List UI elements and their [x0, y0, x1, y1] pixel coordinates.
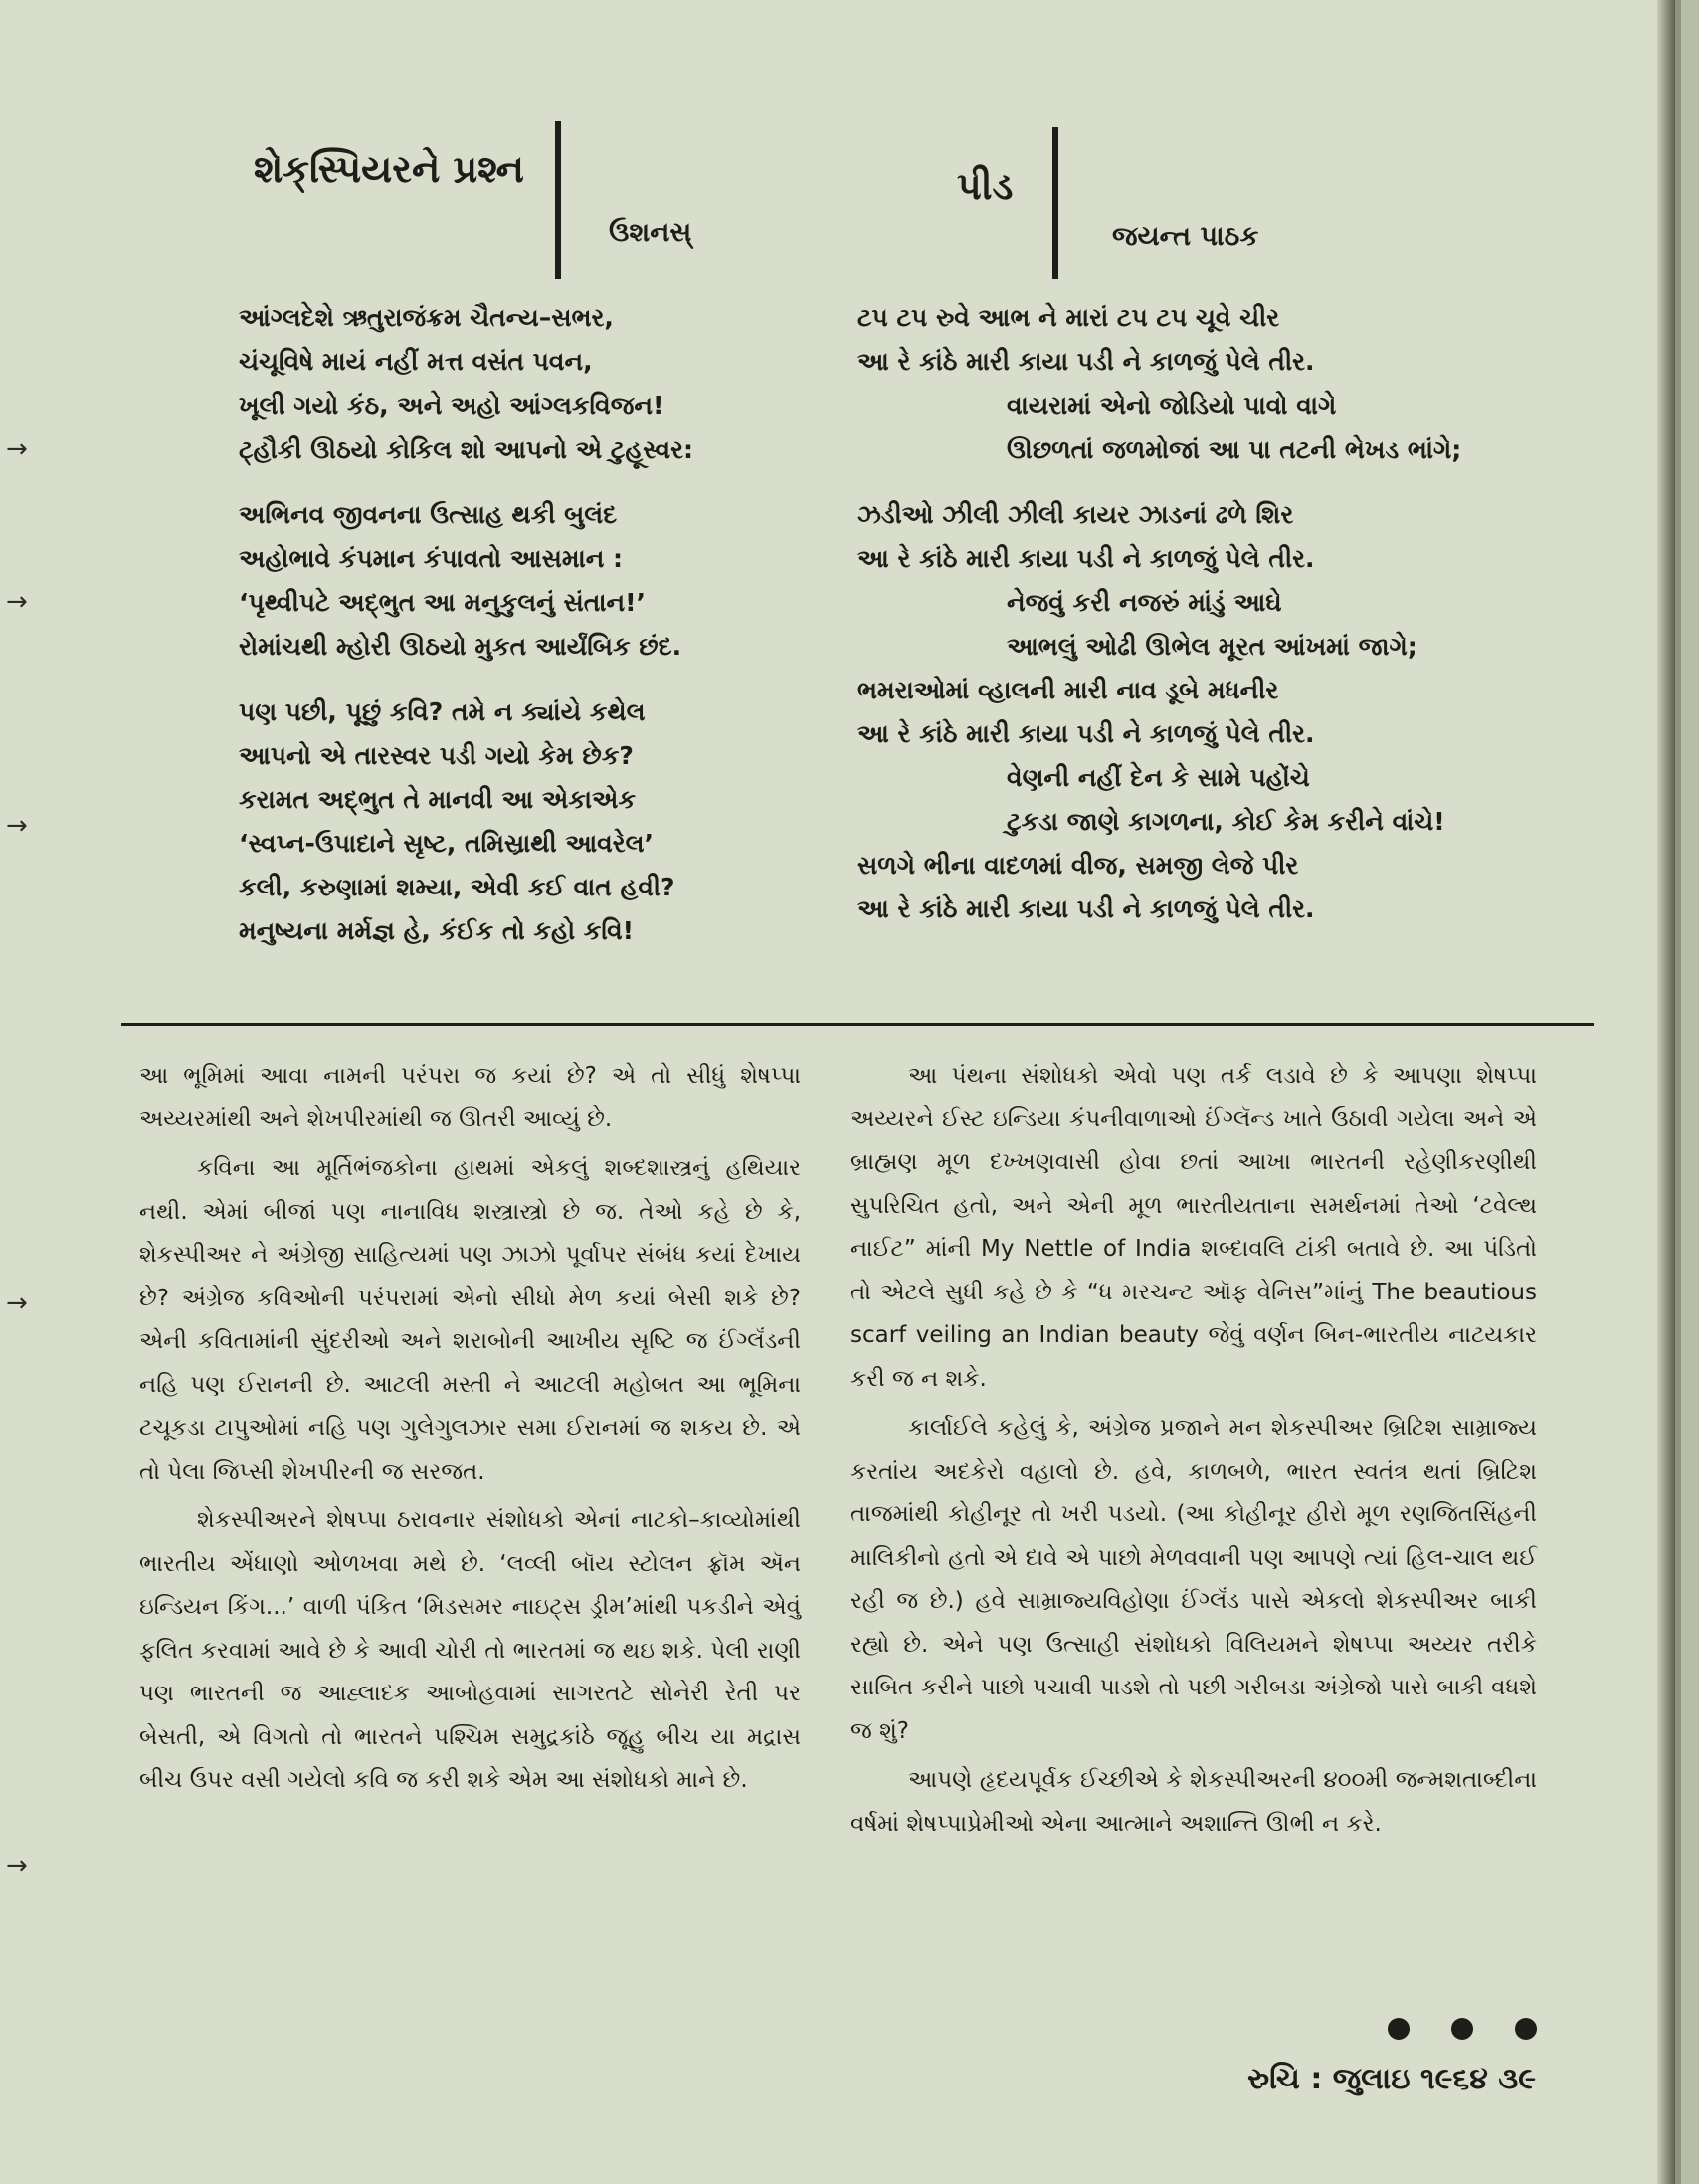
poem-left-body: [239, 297, 693, 953]
article-column-left: [139, 1055, 801, 1803]
paragraph: આ ભૂમિમાં આવા નામની પરંપરા જ કયાં છે? એ તો સીધું શેષપ્પા અય્યરમાંથી અને શેખપીરમાંથી જ ઊતરી આવ્યું છે.: [139, 1063, 801, 1132]
page-edge: [1657, 0, 1675, 2184]
paragraph: આ પંથના સંશોધકો એવો પણ તર્ક લડાવે છે કે આપણા શેષપ્પા અય્યરને ઈસ્ટ ઇન્ડિયા કંપનીવાળાઓ ઈંગ્લૅન્ડ ખાતે ઉઠાવી ગયેલા અને એ બ્રાહ્મણ મૂળ દખ્ખણવાસી હોવા છતાં આખા ભારતની રહેણીકરણીથી સુપરિચિત હતો, અને એની મૂળ ભારતીયતાના સમર્થનમાં તેઓ ‘ટવેલ્થ નાઈટ” માંની My Nettle of India શબ્દાવલિ ટાંકી બતાવે છે. આ પંડિતો તો એટલે સુધી કહે છે કે “ધ મરચન્ટ ઑફ વેનિસ”માંનું The beautious scarf veiling an Indian beauty જેવું વર્ણન બિન-ભારતીય નાટયકાર કરી જ ન શકે.: [850, 1063, 1537, 1392]
poem-line: ટુકડા જાણે કાગળના, કોઈ કેમ કરીને વાંચે!: [1007, 807, 1445, 836]
poem-line: રોમાંચથી મ્હોરી ઊઠયો મુકત આર્યંબિક છંદ.: [239, 632, 682, 661]
poem-line: આપનો એ તારસ્વર પડી ગયો કેમ છેક?: [239, 741, 634, 770]
page-footer-folio: રુચિ : જુલાઇ ૧૯૬૪ ૩૯: [1247, 2062, 1536, 2096]
poem-line: ટપ ટપ રુવે આભ ને મારાં ટપ ટપ ચૂવે ચીર: [857, 303, 1280, 332]
poem-line: ઊછળતાં જળમોજાં આ પા તટની ભેખડ ભાંગે;: [1007, 435, 1462, 464]
poem-line: ‘સ્વપ્ન-ઉપાદાને સૃષ્ટ, તમિસ્રાથી આવરેલ’: [239, 829, 655, 858]
title-divider: [555, 121, 561, 279]
end-dot: [1388, 2018, 1410, 2040]
poem-line: કલી, કરુણામાં શમ્યા, એવી કઈ વાત હવી?: [239, 873, 675, 901]
poem-line: ‘પૃથ્વીપટે અદ્‌ભુત આ મનુકુલનું સંતાન!’: [239, 588, 646, 617]
poem-line: સળગે ભીના વાદળમાં વીજ, સમજી લેજે પીર: [857, 851, 1299, 880]
article-column-right: [850, 1055, 1537, 1846]
poem-line: આ રે કાંઠે મારી કાયા પડી ને કાળજું પેલે તીર.: [857, 894, 1315, 923]
poem-line: નેજવું કરી નજરું માંડું આઘે: [1007, 588, 1282, 617]
poem-line: અભિનવ જીવનના ઉત્સાહ થકી બુલંદ: [239, 500, 618, 529]
end-mark: [1388, 2018, 1537, 2042]
binding-mark: →: [6, 587, 28, 617]
poem-line: વાયરામાં એનો જોડિયો પાવો વાગે: [1007, 391, 1337, 420]
binding-mark: →: [6, 1851, 28, 1881]
poem-right-body: [857, 297, 1461, 931]
binding-mark: →: [6, 434, 28, 464]
paragraph: કાર્લાઈલે કહેલું કે, અંગ્રેજ પ્રજાને મન શેકસ્પીઅર બ્રિટિશ સામ્રાજ્ય કરતાંય અદકેરો વહાલો છે. હવે, કાળબળે, ભારત સ્વતંત્ર થતાં બ્રિટિશ તાજમાંથી કોહીનૂર તો ખરી પડયો. (આ કોહીનૂર હીરો મૂળ રણજિતસિંહની માલિકીનો હતો એ દાવે એ પાછો મેળવવાની પણ આપણે ત્યાં હિલ-ચાલ થઈ રહી જ છે.) હવે સામ્રાજ્યવિહોણા ઈંગ્લૅંડ પાસે એકલો શેકસ્પીઅર બાકી રહ્યો છે. એને પણ ઉત્સાહી સંશોધકો વિલિયમને શેષપ્પા અય્યર તરીકે સાબિત કરીને પાછો પચાવી પાડશે તો પછી ગરીબડા અંગ્રેજો પાસે બાકી વધશે જ શું?: [850, 1415, 1537, 1744]
poem-author-right: જયન્ત પાઠક: [1112, 221, 1259, 252]
binding-mark: →: [6, 811, 28, 841]
poem-line: આંગ્લદેશે ઋતુરાજંક્રમ ચૈતન્ય–સભર,: [239, 303, 614, 332]
poem-line: આ રે કાંઠે મારી કાયા પડી ને કાળજું પેલે તીર.: [857, 544, 1315, 573]
poem-line: આભલું ઓઢી ઊભેલ મૂરત આંખમાં જાગે;: [1007, 632, 1417, 661]
poem-line: અહોભાવે કંપમાન કંપાવતો આસમાન :: [239, 544, 624, 573]
poem-author-left: ઉશનસ્‌: [609, 217, 692, 248]
poem-line: વેણની નહીં દેન કે સામે પહોંચે: [1007, 763, 1310, 792]
paragraph: શેકસ્પીઅરને શેષપ્પા ઠરાવનાર સંશોધકો એનાં નાટકો–કાવ્યોમાંથી ભારતીય એંધાણો ઓળખવા મથે છે. ‘લવ્લી બૉય સ્ટોલન ફ્રૉમ ઍન ઇન્ડિયન કિંગ...’ વાળી પંકિત ‘મિડસમર નાઇટ્સ ડ્રીમ’માંથી પકડીને એવું ફલિત કરવામાં આવે છે કે આવી ચોરી તો ભારતમાં જ થઇ શકે. પેલી રાણી પણ ભારતની જ આહ્લાદક આબોહવામાં સાગરતટે સોનેરી રેતી પર બેસતી, એ વિગતો તો ભારતને પશ્ચિમ સમુદ્રકાંઠે જૂહુ બીચ યા મદ્રાસ બીચ ઉપર વસી ગયેલો કવિ જ કરી શકે એમ આ સંશોધકો માને છે.: [139, 1507, 801, 1793]
poem-title-left: શેક્‌સ્પિયરને પ્રશ્ન: [254, 147, 524, 191]
section-divider: [121, 1023, 1594, 1026]
poem-line: આ રે કાંઠે મારી કાયા પડી ને કાળજું પેલે તીર.: [857, 719, 1315, 748]
poem-line: ભમરાઓમાં વ્હાલની મારી નાવ ડૂબે મધનીર: [857, 676, 1279, 704]
poem-line: ઝડીઓ ઝીલી ઝીલી કાયર ઝાડનાં ઢળે શિર: [857, 500, 1294, 529]
end-dot: [1515, 2018, 1537, 2040]
poem-line: ચંચૂવિષે માયં નહીં મત્ત વસંત પવન,: [239, 347, 593, 376]
paragraph: કવિના આ મૂર્તિભંજકોના હાથમાં એકલું શબ્દશાસ્ત્રનું હથિયાર નથી. એમાં બીજાં પણ નાનાવિધ શસ્ત્રાસ્ત્રો છે જ. તેઓ કહે છે કે, શેકસ્પીઅર ને અંગ્રેજી સાહિત્યમાં પણ ઝાઝો પૂર્વાપર સંબંધ કયાં દેખાય છે? અંગ્રેજ કવિઓની પરંપરામાં એનો સીધો મેળ કયાં બેસી શકે છે? એની કવિતામાંની સુંદરીઓ અને શરાબોની આખીય સૃષ્ટિ જ ઈંગ્લૅંડની નહિ પણ ઈરાનની છે. આટલી મસ્તી ને આટલી મહોબત આ ભૂમિના ટચૂકડા ટાપુઓમાં નહિ પણ ગુલેગુલઝાર સમા ઈરાનમાં જ શકય છે. એ તો પેલા જિપ્સી શેખપીરની જ સરજત.: [139, 1155, 801, 1485]
poem-line: આ રે કાંઠે મારી કાયા પડી ને કાળજું પેલે તીર.: [857, 347, 1315, 376]
poem-line: ખૂલી ગયો કંઠ, અને અહો આંગ્લકવિજન!: [239, 391, 664, 420]
binding-mark: →: [6, 1289, 28, 1318]
poem-line: ટ્હૌકી ઊઠયો કોકિલ શો આપનો એ ટુહૂસ્વર:: [239, 435, 693, 464]
paragraph: આપણે હૃદયપૂર્વક ઈચ્છીએ કે શેકસ્પીઅરની ૪૦૦મી જન્મશતાબ્દીના વર્ષમાં શેષપ્પાપ્રેમીઓ એના આત્માને અશાન્તિ ઊભી ન કરે.: [850, 1767, 1537, 1837]
poem-line: મનુષ્યના મર્મજ્ઞ હે, કંઈક તો કહો કવિ!: [239, 916, 635, 945]
poem-line: કરામત અદ્‌ભુત તે માનવી આ એકાએક: [239, 785, 637, 814]
title-divider: [1052, 127, 1058, 279]
poem-title-right: પીડ: [957, 164, 1014, 208]
poem-line: પણ પછી, પૂછું કવિ? તમે ન ક્યાંયે કથેલ: [239, 697, 646, 726]
end-dot: [1451, 2018, 1473, 2040]
